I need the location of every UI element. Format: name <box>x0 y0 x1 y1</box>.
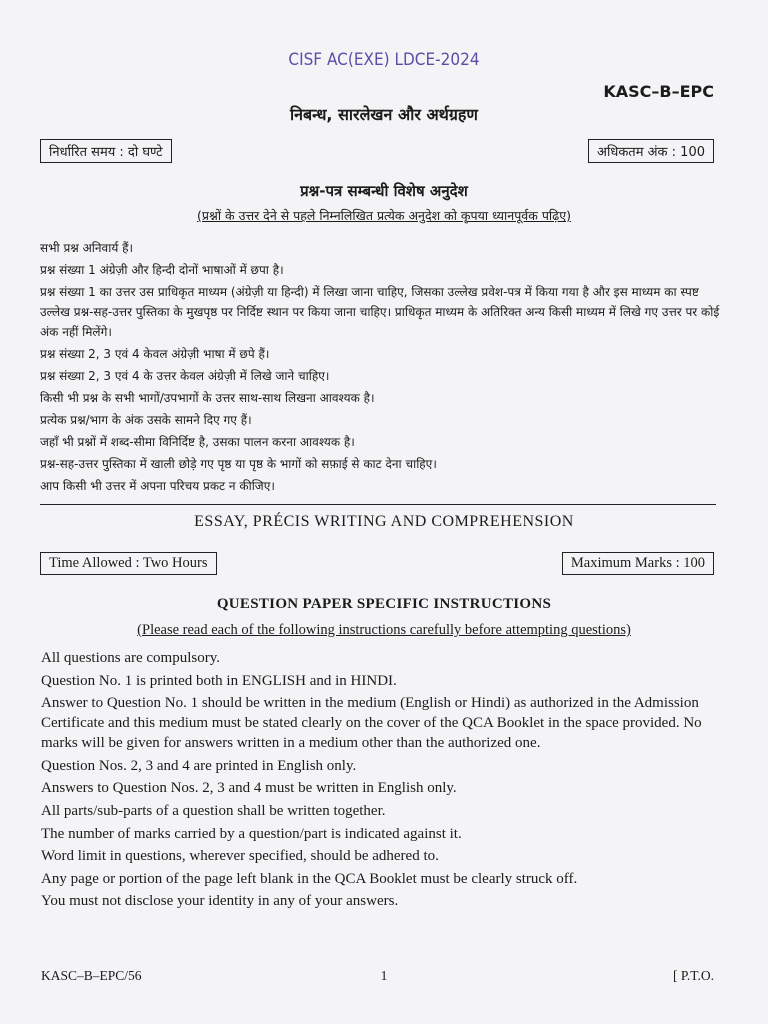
hindi-instruction-6: किसी भी प्रश्न के सभी भागों/उपभागों के उत्तर साथ-साथ लिखना आवश्यक है। <box>40 391 375 405</box>
hindi-instructions-subtitle: (प्रश्नों के उत्तर देने से पहले निम्नलिखित प्रत्येक अनुदेश को कृपया ध्यानपूर्वक पढ़िए) <box>197 208 571 223</box>
hindi-time-box: निर्धारित समय : दो घण्टे <box>40 139 172 163</box>
hindi-instruction-3: प्रश्न संख्या 1 का उत्तर उस प्राधिकृत माध्यम (अंग्रेज़ी या हिन्दी) में लिखा जाना चाहिए, जिसका उल्लेख प्रवेश-पत्र में किया गया है और इस माध्यम का स्पष्ट उल्लेख प्रश्न-सह-उत्तर पुस्तिका के मुखपृष्ठ पर निर्दिष्ट स्थान पर किया जाना चाहिए। प्राधिकृत माध्यम के अतिरिक्त अन्य किसी माध्यम में लिखे गए उत्तर पर कोई अंक नहीं मिलेंगे। <box>40 285 720 339</box>
english-instruction-4: Question Nos. 2, 3 and 4 are printed in English only. <box>41 757 357 774</box>
english-instruction-8: Word limit in questions, wherever specified, should be adhered to. <box>41 848 439 865</box>
hindi-instruction-10: आप किसी भी उत्तर में अपना परिचय प्रकट न कीजिए। <box>40 479 275 493</box>
english-instruction-7: The number of marks carried by a question/part is indicated against it. <box>41 825 462 842</box>
exam-stamp: CISF AC(EXE) LDCE-2024 <box>288 50 480 70</box>
english-instruction-5: Answers to Question Nos. 2, 3 and 4 must be written in English only. <box>41 780 457 797</box>
pto-marker: [ P.T.O. <box>672 968 714 983</box>
footer-paper-code: KASC–B–EPC/56 <box>41 968 142 983</box>
hindi-marks-box: अधिकतम अंक : 100 <box>588 139 714 163</box>
hindi-instructions-title: प्रश्न-पत्र सम्बन्धी विशेष अनुदेश <box>300 182 468 200</box>
hindi-instructions-list <box>40 238 720 498</box>
english-instruction-10: You must not disclose your identity in any of your answers. <box>41 893 399 910</box>
english-instructions-subtitle: (Please read each of the following instructions carefully before attempting questions) <box>137 622 631 638</box>
english-paper-title: ESSAY, PRÉCIS WRITING AND COMPREHENSION <box>194 513 574 530</box>
hindi-instruction-9: प्रश्न-सह-उत्तर पुस्तिका में खाली छोड़े गए पृष्ठ या पृष्ठ के भागों को सफ़ाई से काट देना चाहिए। <box>40 457 437 471</box>
hindi-instruction-5: प्रश्न संख्या 2, 3 एवं 4 के उत्तर केवल अंग्रेज़ी में लिखे जाने चाहिए। <box>40 369 330 383</box>
english-instruction-2: Question No. 1 is printed both in ENGLISH and in HINDI. <box>41 672 397 689</box>
page-number: 1 <box>380 968 388 983</box>
english-instructions-title: QUESTION PAPER SPECIFIC INSTRUCTIONS <box>216 596 552 612</box>
hindi-instruction-8: जहाँ भी प्रश्नों में शब्द-सीमा विनिर्दिष्ट है, उसका पालन करना आवश्यक है। <box>40 435 355 449</box>
english-time-box: Time Allowed : Two Hours <box>40 552 217 575</box>
paper-code: KASC–B–EPC <box>603 82 714 101</box>
hindi-instruction-2: प्रश्न संख्या 1 अंग्रेज़ी और हिन्दी दोनों भाषाओं में छपा है। <box>40 263 284 277</box>
english-instruction-6: All parts/sub-parts of a question shall be written together. <box>41 802 386 819</box>
english-instruction-1: All questions are compulsory. <box>41 650 220 666</box>
english-instruction-9: Any page or portion of the page left blank in the QCA Booklet must be clearly struck off. <box>41 870 578 887</box>
hindi-instruction-4: प्रश्न संख्या 2, 3 एवं 4 केवल अंग्रेज़ी भाषा में छपे हैं। <box>40 347 270 361</box>
hindi-instruction-1: सभी प्रश्न अनिवार्य हैं। <box>40 241 134 255</box>
english-instruction-3: Answer to Question No. 1 should be written in the medium (English or Hindi) as authorized in the Admission Certificate and this medium must be stated clearly on the cover of the QCA Booklet in the space provided. No marks will be given for answers written in a medium other than the authorized one. <box>41 695 702 752</box>
section-divider <box>40 504 716 505</box>
english-marks-box: Maximum Marks : 100 <box>562 552 714 575</box>
hindi-instruction-7: प्रत्येक प्रश्न/भाग के अंक उसके सामने दिए गए हैं। <box>40 413 252 427</box>
hindi-paper-title: निबन्ध, सारलेखन और अर्थग्रहण <box>290 105 478 124</box>
english-instructions-list <box>41 648 723 914</box>
